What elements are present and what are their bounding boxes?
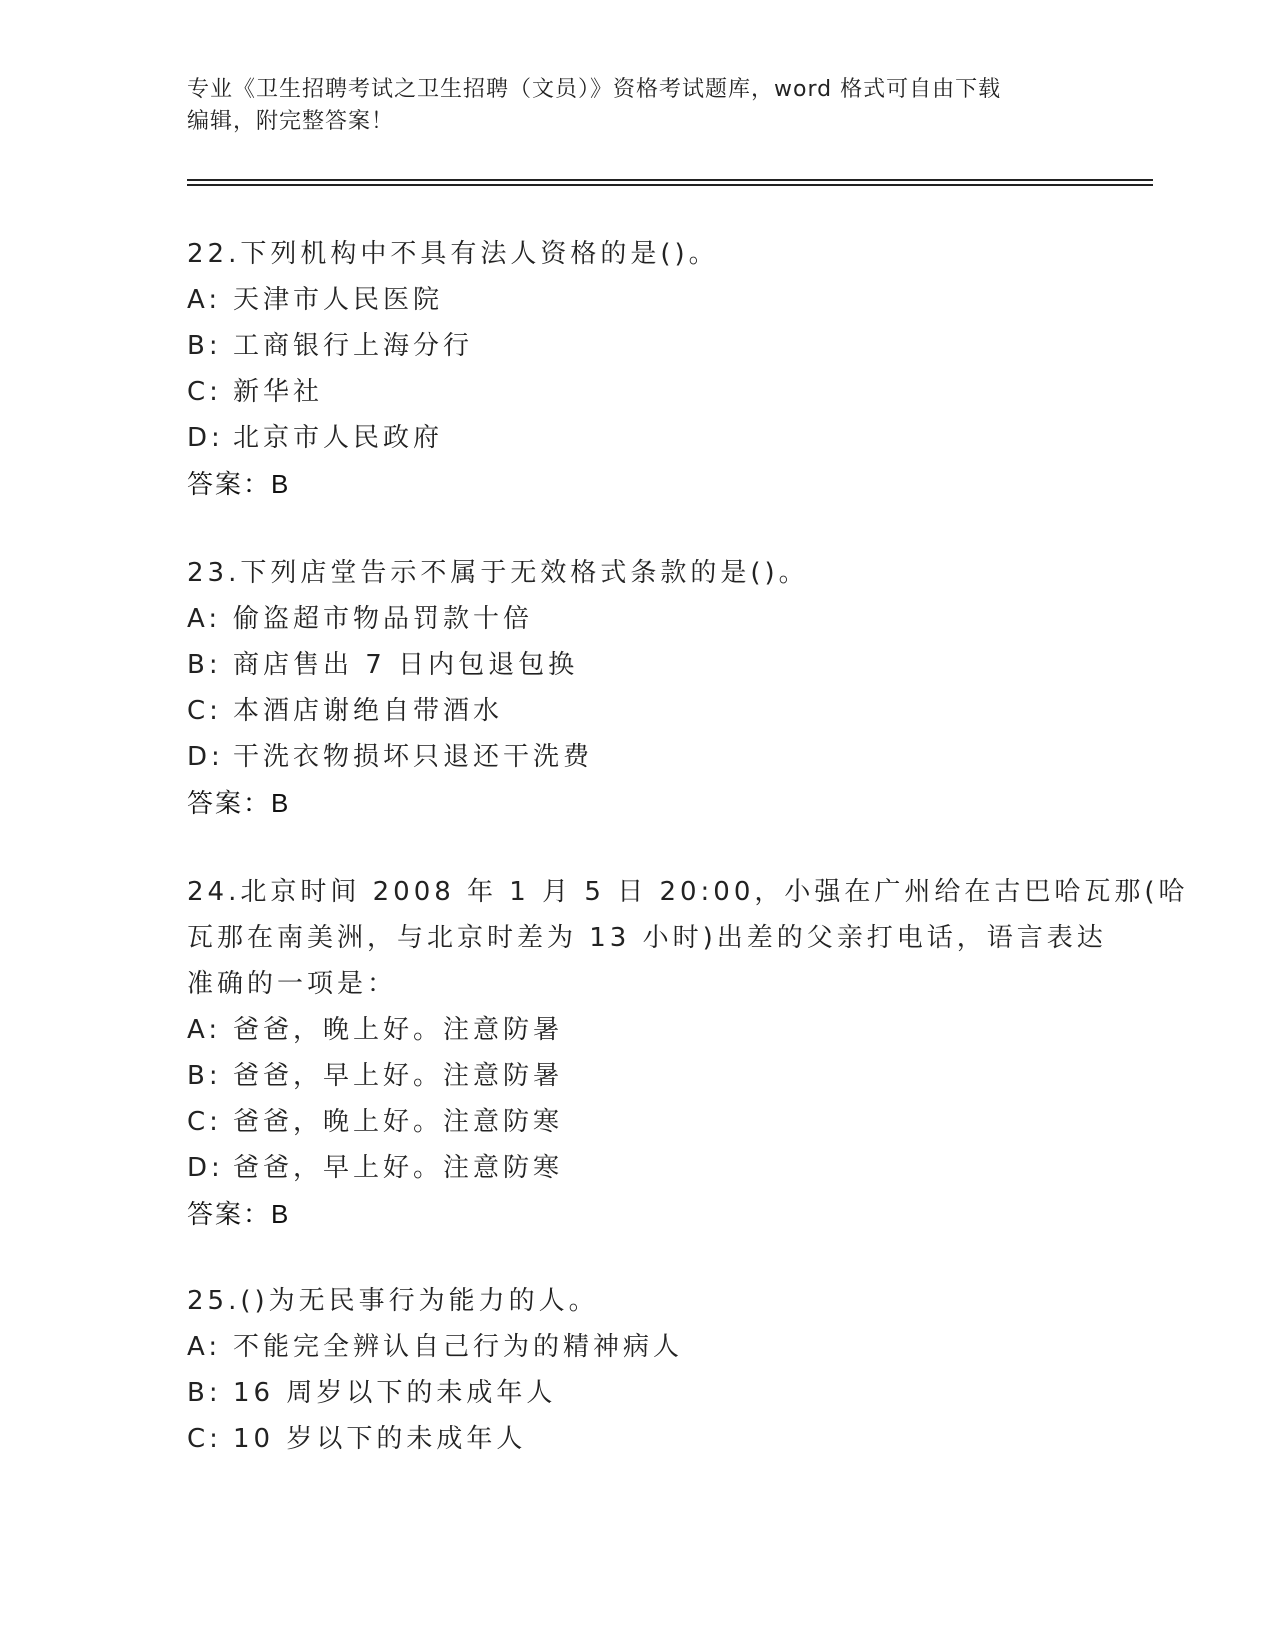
option-letter: A: bbox=[187, 1015, 222, 1045]
option-d bbox=[187, 415, 1087, 461]
option-text: 爸爸，早上好。注意防寒 bbox=[233, 1153, 564, 1183]
option-text: 爸爸，早上好。注意防暑 bbox=[233, 1061, 564, 1091]
option-letter: B: bbox=[187, 331, 222, 361]
option-text: 干洗衣物损坏只退还干洗费 bbox=[233, 742, 594, 772]
option-letter: C: bbox=[187, 1107, 222, 1137]
option-letter: A: bbox=[187, 1332, 222, 1362]
question-stem: 22.下列机构中不具有法人资格的是()。 bbox=[187, 239, 719, 269]
option-d bbox=[187, 734, 1087, 780]
answer-label: 答案：B bbox=[187, 788, 291, 818]
option-c bbox=[187, 369, 1087, 415]
question-22 bbox=[187, 231, 1087, 507]
option-letter: D: bbox=[187, 1153, 224, 1183]
option-c bbox=[187, 688, 1087, 734]
option-a bbox=[187, 596, 1087, 642]
option-b bbox=[187, 1053, 1087, 1099]
option-b bbox=[187, 1370, 1087, 1416]
header-line-1: 专业《卫生招聘考试之卫生招聘（文员）》资格考试题库，word 格式可自由下载 bbox=[187, 77, 1002, 102]
option-letter: D: bbox=[187, 423, 224, 453]
option-text: 爸爸，晚上好。注意防暑 bbox=[233, 1015, 564, 1045]
question-stem-line-1: 24.北京时间 2008 年 1 月 5 日 20:00，小强在广州给在古巴哈瓦那(哈 bbox=[187, 877, 1189, 907]
question-24 bbox=[187, 869, 1189, 1237]
option-letter: C: bbox=[187, 696, 222, 726]
option-text: 10 岁以下的未成年人 bbox=[233, 1424, 527, 1454]
option-a bbox=[187, 277, 1087, 323]
question-stem: 23.下列店堂告示不属于无效格式条款的是()。 bbox=[187, 558, 809, 588]
header-divider-bottom bbox=[187, 184, 1153, 186]
option-text: 工商银行上海分行 bbox=[233, 331, 474, 361]
option-text: 16 周岁以下的未成年人 bbox=[233, 1378, 557, 1408]
option-text: 爸爸，晚上好。注意防寒 bbox=[233, 1107, 564, 1137]
option-d bbox=[187, 1145, 1087, 1191]
option-text: 不能完全辨认自己行为的精神病人 bbox=[233, 1332, 684, 1362]
question-stem-line-3: 准确的一项是： bbox=[187, 969, 398, 999]
option-letter: C: bbox=[187, 1424, 222, 1454]
option-b bbox=[187, 323, 1087, 369]
option-letter: C: bbox=[187, 377, 222, 407]
option-b bbox=[187, 642, 1087, 688]
option-letter: D: bbox=[187, 742, 224, 772]
document-header bbox=[187, 74, 1067, 138]
question-25 bbox=[187, 1278, 1087, 1462]
option-text: 北京市人民政府 bbox=[233, 423, 444, 453]
option-text: 天津市人民医院 bbox=[233, 285, 444, 315]
option-c bbox=[187, 1099, 1087, 1145]
header-line-2: 编辑，附完整答案！ bbox=[187, 109, 395, 134]
option-text: 偷盗超市物品罚款十倍 bbox=[233, 604, 534, 634]
option-letter: A: bbox=[187, 604, 222, 634]
answer-label: 答案：B bbox=[187, 1199, 291, 1229]
option-text: 商店售出 7 日内包退包换 bbox=[233, 650, 579, 680]
question-23 bbox=[187, 550, 1087, 826]
option-text: 本酒店谢绝自带酒水 bbox=[233, 696, 504, 726]
option-letter: A: bbox=[187, 285, 222, 315]
header-divider-top bbox=[187, 179, 1153, 181]
option-text: 新华社 bbox=[233, 377, 324, 407]
option-letter: B: bbox=[187, 650, 222, 680]
question-stem: 25.()为无民事行为能力的人。 bbox=[187, 1286, 599, 1316]
option-letter: B: bbox=[187, 1061, 222, 1091]
question-stem-line-2: 瓦那在南美洲，与北京时差为 13 小时)出差的父亲打电话，语言表达 bbox=[187, 923, 1107, 953]
option-a bbox=[187, 1007, 1087, 1053]
answer-label: 答案：B bbox=[187, 469, 291, 499]
option-letter: B: bbox=[187, 1378, 222, 1408]
option-a bbox=[187, 1324, 1087, 1370]
option-c bbox=[187, 1416, 1087, 1462]
